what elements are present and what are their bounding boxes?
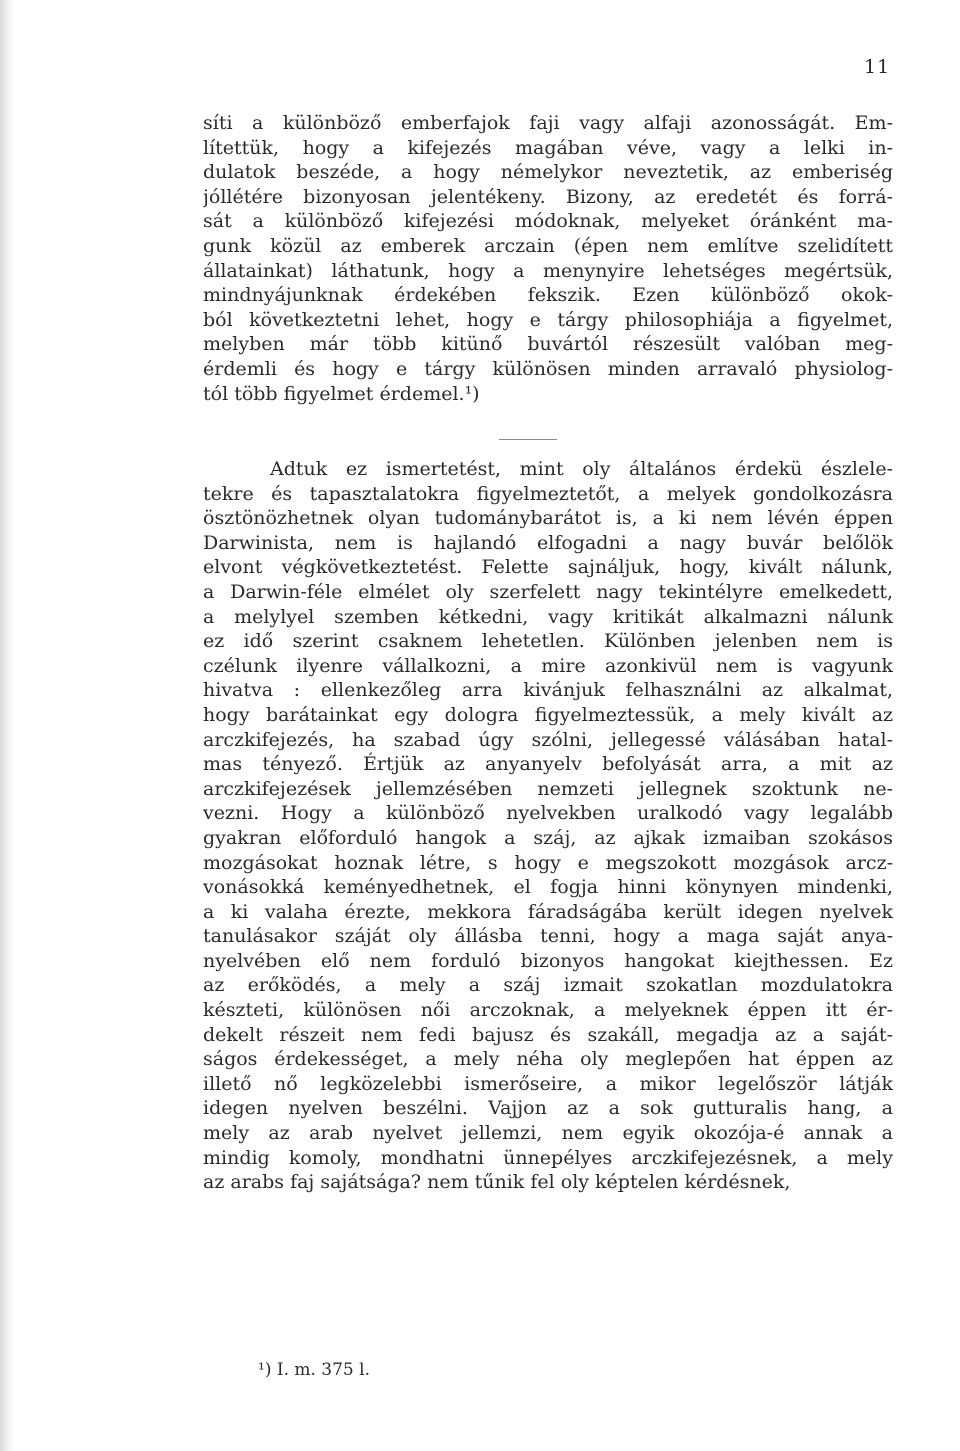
text-line: ból következtetni lehet, hogy e tárgy philosophiája a figyelmet, [203, 308, 893, 331]
text-line: ságos érdekességet, a mely néha oly meglepően hat éppen az [203, 1048, 893, 1071]
text-line: tanulásakor száját oly állásba tenni, hogy a maga saját anya- [203, 925, 893, 948]
text-line: mas tényező. Értjük az anyanyelv befolyását arra, a mit az [203, 753, 893, 776]
text-line: állatainkat) láthatunk, hogy a menynyire lehetséges megértsük, [203, 259, 893, 282]
text-line: a ki valaha érezte, mekkora fáradságába került idegen nyelvek [203, 900, 893, 923]
text-line: dulatok beszéde, a hogy némelykor neveztetik, az emberiség [203, 161, 893, 184]
text-line: Darwinista, nem is hajlandó elfogadni a nagy buvár belőlök [203, 531, 893, 554]
text-line: mindnyájunknak érdekében fekszik. Ezen különböző okok- [203, 284, 893, 307]
text-line: tól több figyelmet érdemel.¹) [203, 382, 480, 405]
text-line: a Darwin-féle elmélet oly szerfelett nagy tekintélyre emelkedett, [203, 580, 893, 603]
text-line: nyelvében elő nem forduló bizonyos hangokat kiejthessen. Ez [203, 949, 893, 972]
text-line: dekelt részeit nem fedi bajusz és szakáll, megadja az a saját- [203, 1023, 893, 1046]
text-line: elvont végkövetkeztetést. Felette sajnáljuk, hogy, kivált nálunk, [203, 556, 893, 579]
text-line: melyben már több kitünő buvártól részesült valóban meg- [203, 333, 893, 356]
text-line: a melylyel szemben kétkedni, vagy kritikát alkalmazni nálunk [203, 605, 893, 628]
text-line: lítettük, hogy a kifejezés magában véve, vagy a lelki in- [203, 136, 893, 159]
text-line: ez idő szerint csaknem lehetetlen. Különben jelenben nem is [203, 630, 893, 653]
text-line: sát a különböző kifejezési módoknak, melyeket óránként ma- [203, 210, 893, 233]
text-line: mely az arab nyelvet jellemzi, nem egyik okozója-é annak a [203, 1122, 893, 1145]
text-line: arczkifejezés, ha szabad úgy szólni, jellegessé válásában hatal- [203, 728, 893, 751]
text-line: arczkifejezések jellemzésében nemzeti jellegnek szoktunk ne- [203, 777, 893, 800]
text-line: az arabs faj sajátsága? nem tűnik fel oly képtelen kérdésnek, [203, 1171, 791, 1194]
text-line: idegen nyelven beszélni. Vajjon az a sok gutturalis hang, a [203, 1097, 893, 1120]
text-line: vezni. Hogy a különböző nyelvekben uralkodó vagy legalább [203, 802, 893, 825]
text-line: tekre és tapasztalatokra figyelmeztetőt, a melyek gondolkozásra [203, 482, 893, 505]
paragraph-1 [203, 111, 893, 406]
paragraph-2 [203, 457, 893, 1195]
text-line: készteti, különösen női arczoknak, a melyeknek éppen itt ér- [203, 999, 893, 1022]
text-line: jóllétére bizonyosan jelentékeny. Bizony, az eredetét és forrá- [203, 185, 893, 208]
text-line: az erőködés, a mely a száj izmait szokatlan mozdulatokra [203, 974, 893, 997]
text-line: gunk közül az emberek arczain (épen nem említve szelidített [203, 234, 893, 257]
footnote: ¹) I. m. 375 l. [258, 1360, 370, 1380]
text-line: illető nő legközelebbi ismerőseire, a mikor legelőször látják [203, 1072, 893, 1095]
text-line: vonásokká keményedhetnek, el fogja hinni könynyen mindenki, [203, 876, 893, 899]
page-number: 11 [864, 56, 891, 78]
text-line: érdemli és hogy e tárgy különösen minden arravaló physiolog- [203, 357, 893, 380]
section-separator [499, 439, 557, 440]
text-line: Adtuk ez ismertetést, mint oly általános érdekü észlele- [270, 458, 893, 480]
text-line: mozgásokat hoznak létre, s hogy e megszokott mozgások arcz- [203, 851, 893, 874]
text-line: hivatva : ellenkezőleg arra kivánjuk felhasználni az alkalmat, [203, 679, 893, 702]
text-line: hogy barátainkat egy dologra figyelmeztessük, a mely kivált az [203, 703, 893, 726]
text-line: czélunk ilyenre vállalkozni, a mire azonkivül nem is vagyunk [203, 654, 893, 677]
text-line: gyakran előforduló hangok a száj, az ajkak izmaiban szokásos [203, 826, 893, 849]
text-line: mindig komoly, mondhatni ünnepélyes arczkifejezésnek, a mely [203, 1146, 893, 1169]
page-edge-shadow [0, 0, 14, 1451]
text-line: síti a különböző emberfajok faji vagy alfaji azonosságát. Em- [203, 112, 893, 134]
text-line: ösztönözhetnek olyan tudománybarátot is, a ki nem lévén éppen [203, 507, 893, 530]
